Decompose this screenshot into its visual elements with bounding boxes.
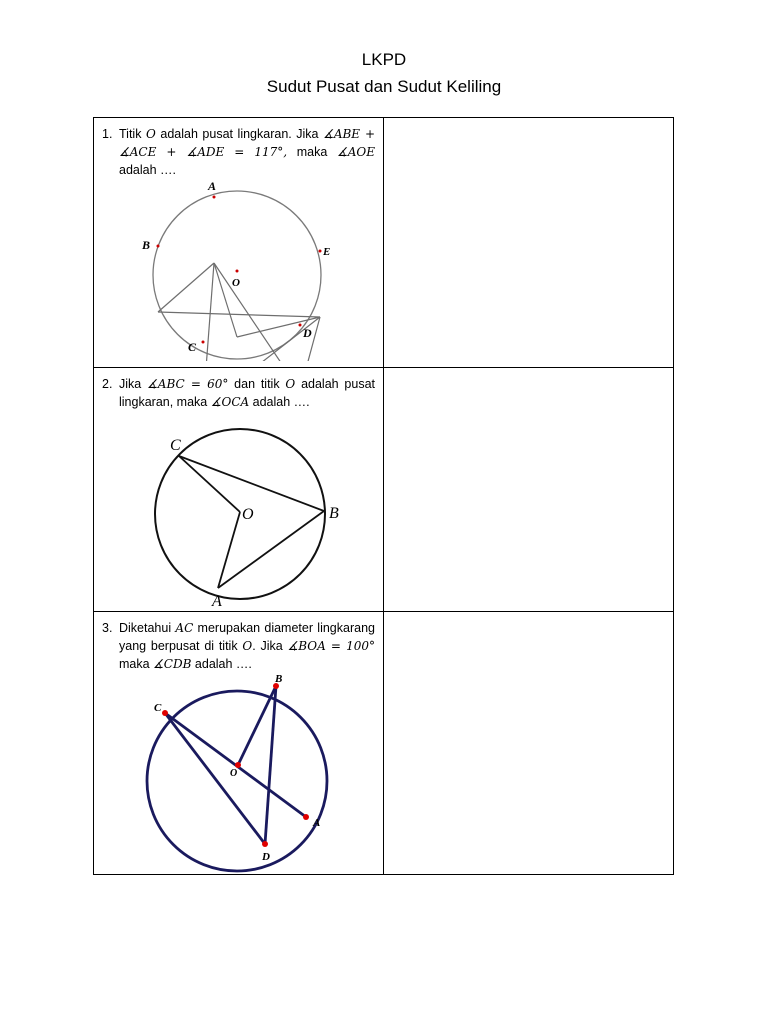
point-c	[162, 710, 168, 716]
point-d	[262, 841, 268, 847]
label-e: E	[323, 246, 331, 258]
math-expression: ∡CDB	[153, 657, 192, 671]
question-number: 3.	[102, 621, 113, 635]
label-d: D	[262, 851, 270, 863]
worksheet-table	[93, 117, 674, 875]
question-row-2	[94, 368, 674, 612]
text: adalah pusat lingkaran, maka	[119, 377, 375, 409]
label-o: O	[232, 277, 240, 289]
math-var: O	[145, 127, 156, 141]
text: adalah ….	[249, 395, 310, 409]
question-cell-2	[94, 368, 384, 612]
text: maka	[287, 145, 337, 159]
page-title: LKPD	[361, 50, 407, 69]
label-c: C	[188, 340, 197, 354]
question-row-1	[94, 118, 674, 368]
math-expression: ∡BOA = 100°	[287, 639, 376, 653]
text: adalah ….	[119, 163, 176, 177]
answer-cell-1[interactable]	[384, 118, 674, 368]
label-b: B	[329, 505, 339, 522]
label-a: A	[313, 817, 321, 829]
label-a: A	[208, 179, 217, 193]
label-c: C	[154, 702, 162, 714]
question-cell-3	[94, 612, 384, 875]
label-b: B	[142, 238, 151, 252]
question-text-2	[102, 375, 375, 411]
label-d: D	[303, 326, 312, 340]
question-cell-1	[94, 118, 384, 368]
math-expression: ∡ABC = 60°	[147, 377, 229, 391]
math-var: O	[285, 377, 296, 391]
point-a	[303, 814, 309, 820]
text: . Jika	[252, 639, 288, 653]
text: maka	[119, 657, 154, 671]
math-expression: ∡AOE	[336, 145, 376, 159]
circle-diagram-1	[94, 179, 383, 361]
question-number: 1.	[102, 127, 113, 141]
text: Diketahui	[119, 621, 176, 635]
question-text-1	[102, 125, 375, 179]
text: adalah ….	[191, 657, 252, 671]
text: merupakan diameter lingkarang yang berpusat di titik	[119, 621, 375, 653]
text: adalah pusat lingkaran. Jika	[155, 127, 324, 141]
label-o: O	[230, 768, 238, 779]
label-b: B	[275, 673, 283, 685]
answer-cell-3[interactable]	[384, 612, 674, 875]
math-expression: ∡ABE + ∡ACE + ∡ADE = 117°,	[119, 127, 375, 159]
label-a: A	[212, 593, 222, 610]
math-expression: AC	[175, 621, 194, 635]
label-o: O	[242, 506, 254, 523]
circle-diagram-2	[94, 411, 383, 610]
question-text-3	[102, 619, 375, 673]
question-number: 2.	[102, 377, 113, 391]
text: dan titik	[228, 377, 286, 391]
math-expression: ∡OCA	[210, 395, 250, 409]
text: Titik	[119, 127, 146, 141]
circle-diagram-3	[94, 673, 383, 873]
text: Jika	[119, 377, 148, 391]
math-var: O	[242, 639, 253, 653]
circle	[153, 191, 321, 359]
answer-cell-2[interactable]	[384, 368, 674, 612]
label-c: C	[170, 437, 181, 454]
question-row-3	[94, 612, 674, 875]
page-subtitle: Sudut Pusat dan Sudut Keliling	[266, 77, 502, 96]
